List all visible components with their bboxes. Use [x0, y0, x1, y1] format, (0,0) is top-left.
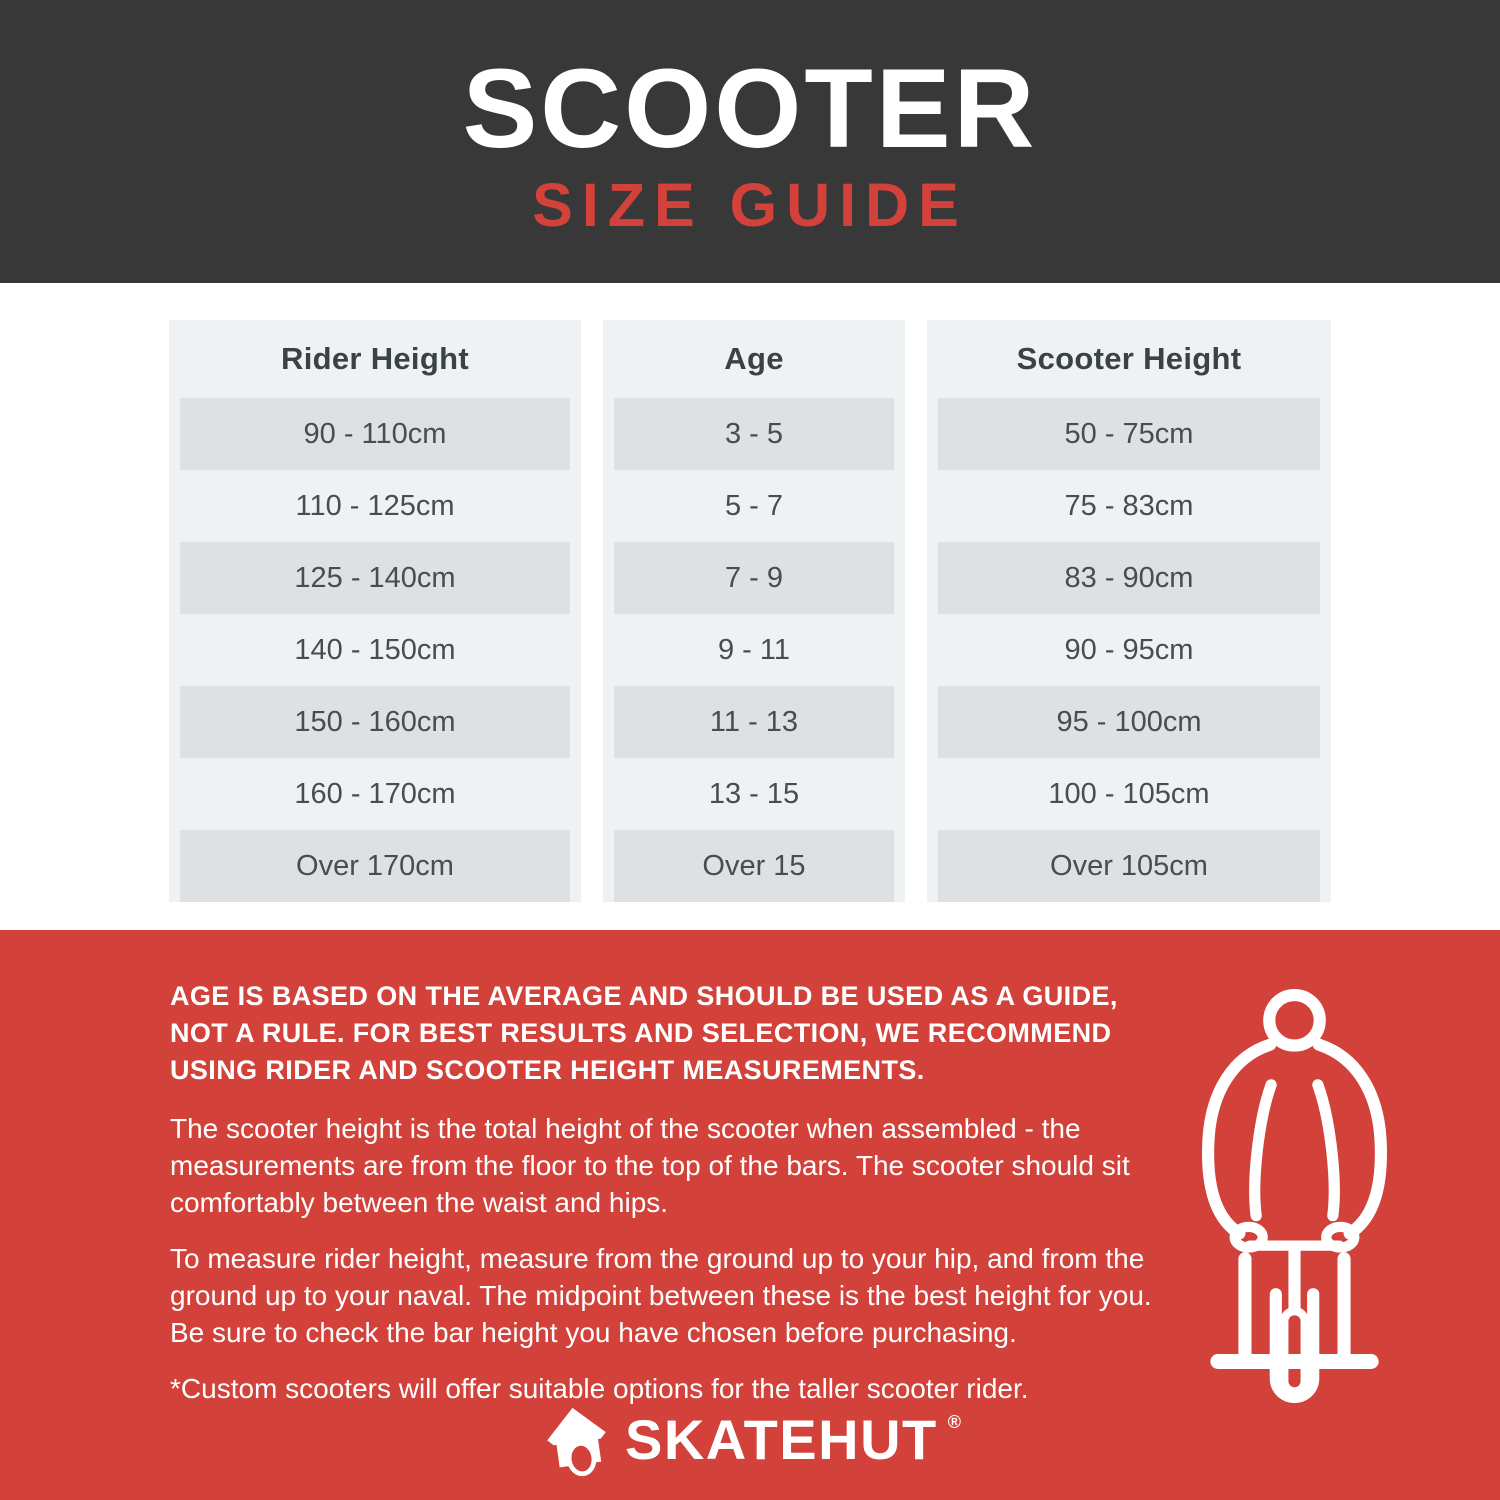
custom-scooter-note: *Custom scooters will offer suitable options for the taller scooter rider.: [170, 1373, 1029, 1404]
table-cell: Over 105cm: [927, 830, 1331, 902]
rider-head: [1269, 995, 1319, 1045]
table-cell: 100 - 105cm: [1048, 777, 1210, 810]
column-rider-height: [169, 320, 581, 902]
table-cell: Over 170cm: [169, 830, 581, 902]
size-table: [0, 283, 1500, 902]
rider-height-paragraph: To measure rider height, measure from the ground up to your hip, and from the ground up to your naval. The midpoint between these is the best height for you. Be sure to check the bar height you have chosen before purchasing.: [170, 1243, 1152, 1348]
table-cell: 11 - 13: [603, 686, 905, 758]
column-header: Scooter Height: [1016, 341, 1242, 376]
table-cell: 125 - 140cm: [169, 542, 581, 614]
table-cell: 75 - 83cm: [1064, 489, 1194, 522]
skatehut-hut-icon: [539, 1400, 615, 1480]
table-cell: 13 - 15: [708, 777, 800, 810]
table-cell: 7 - 9: [603, 542, 905, 614]
table-cell: 50 - 75cm: [927, 398, 1331, 470]
page-subtitle: SIZE GUIDE: [532, 171, 968, 239]
table-cell: Over 15: [603, 830, 905, 902]
table-cell: 9 - 11: [717, 633, 790, 666]
registered-trademark-mark: ®: [947, 1411, 961, 1432]
skatehut-logo: [0, 1400, 1500, 1480]
table-cell: 83 - 90cm: [927, 542, 1331, 614]
column-age: [603, 320, 905, 902]
info-section: [0, 930, 1500, 1500]
table-cell: 90 - 95cm: [1064, 633, 1194, 666]
table-cell: 110 - 125cm: [295, 489, 455, 522]
table-cell: 95 - 100cm: [927, 686, 1331, 758]
hut-wheel: [567, 1442, 596, 1476]
table-cell: 160 - 170cm: [294, 777, 456, 810]
age-guidance-note: AGE IS BASED ON THE AVERAGE AND SHOULD BE USED AS A GUIDE, NOT A RULE. FOR BEST RESULTS AND SELECTION, WE RECOMMEND USING RIDER AND SCOOTER HEIGHT MEASUREMENTS.: [170, 981, 1118, 1085]
table-cell: 140 - 150cm: [294, 633, 456, 666]
header-banner: [0, 0, 1500, 283]
page-title: SCOOTER: [462, 46, 1038, 171]
info-text-block: [170, 978, 1175, 1407]
brand-name: SKATEHUT: [625, 1408, 938, 1471]
rider-right-side: [1318, 1085, 1334, 1216]
table-cell: 3 - 5: [603, 398, 905, 470]
column-header: Rider Height: [281, 341, 469, 376]
column-scooter-height: [927, 320, 1331, 902]
table-cell: 150 - 160cm: [169, 686, 581, 758]
column-header: Age: [724, 341, 784, 376]
rider-left-side: [1255, 1085, 1271, 1216]
scooter-rider-icon: [1187, 982, 1402, 1412]
table-cell: 5 - 7: [724, 489, 784, 522]
scooter-height-paragraph: The scooter height is the total height of the scooter when assembled - the measurements are from the floor to the top of the bars. The scooter should sit comfortably between the waist and hips.: [170, 1113, 1130, 1218]
scooter-front-wheel: [1284, 1311, 1305, 1391]
table-cell: 90 - 110cm: [169, 398, 581, 470]
